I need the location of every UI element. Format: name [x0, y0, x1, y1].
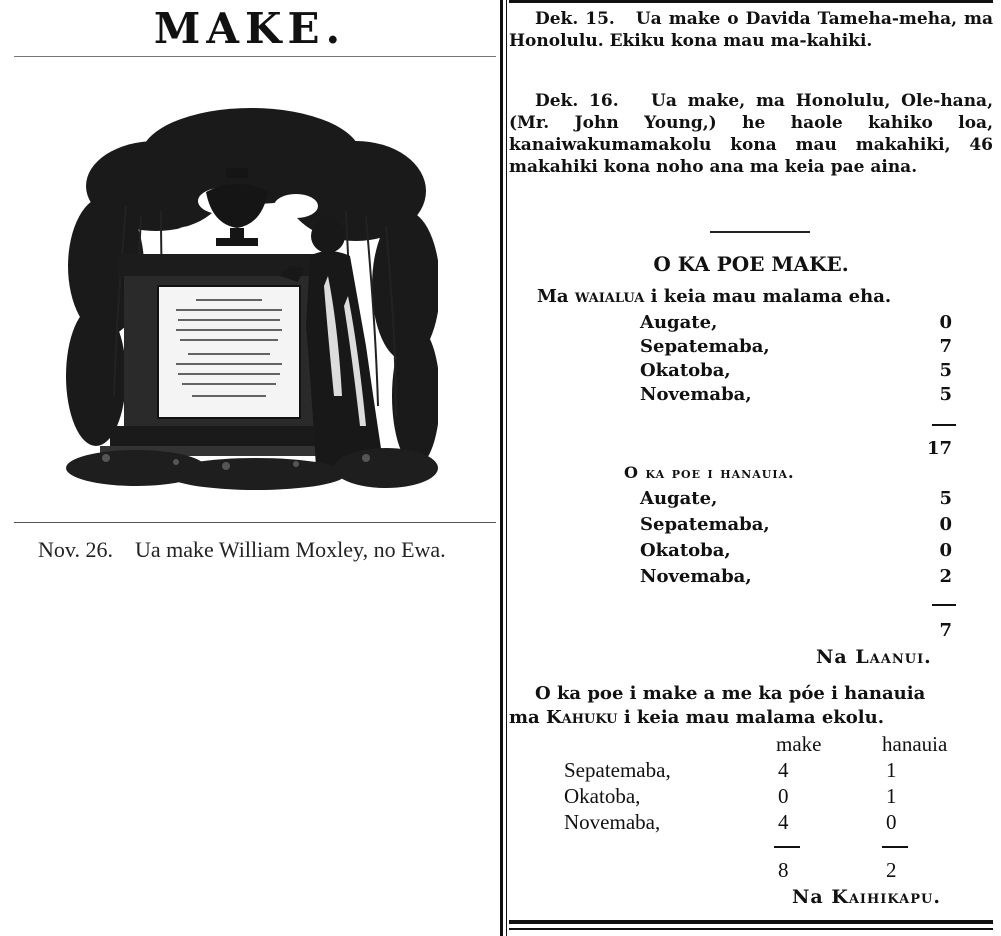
kahuku-row-month: Okatoba, [564, 784, 641, 808]
bottom-rule-thick [509, 920, 993, 924]
mourning-engraving-image [66, 96, 438, 506]
birth-row-count: 0 [939, 540, 952, 561]
kahuku-signature [792, 886, 941, 908]
waialua-intro-suffix: i keia mau malama eha. [650, 286, 892, 307]
death-notice-young [509, 90, 993, 178]
kahuku-intro-line1: O ka poe i make a me ka póe i hanauia [535, 683, 926, 704]
kahuku-total-hanauia: 2 [886, 858, 897, 882]
death-row-count: 0 [939, 312, 952, 333]
death-row-count: 7 [939, 336, 952, 357]
kahuku-place: Kahuku [546, 707, 618, 728]
kahuku-row-hanauia: 0 [886, 810, 897, 834]
death-row-month: Okatoba, [640, 360, 731, 381]
waialua-signature-name: Laanui. [855, 646, 932, 668]
deaths-total: 17 [926, 438, 952, 459]
death-notice-moxley [14, 536, 496, 563]
section-headline: MAKE. [153, 4, 347, 53]
births-total: 7 [939, 620, 952, 641]
top-border-rule [509, 0, 993, 3]
entry2-date: Dek. 16. [535, 91, 619, 111]
waialua-signature [816, 646, 932, 668]
column-divider-rule-inner [506, 0, 507, 936]
waialua-intro [537, 286, 891, 308]
entry2-text: Ua make, ma Honolulu, Ole-hana, (Mr. John Young,) he haole kahiko loa, kanaiwakumamakolu kona mau makahiki, 46 makahiki kona noho ana ma keia pae aina. [509, 91, 993, 177]
short-divider [710, 231, 810, 233]
kahuku-row-make: 4 [778, 810, 789, 834]
left-column [0, 0, 500, 600]
entry1-date: Dek. 15. [535, 9, 615, 29]
section-title: O KA POE MAKE. [653, 252, 849, 276]
column-divider-rule [500, 0, 503, 936]
kahuku-signature-name: Kaihikapu. [831, 886, 941, 908]
entry1-text: Ua make o Davida Tameha-meha, ma Honolulu. Ekiku kona mau ma-kahiki. [509, 9, 994, 51]
birth-row-month: Sepatemaba, [640, 514, 770, 535]
deaths-sum-line [932, 424, 956, 426]
kahuku-row-hanauia: 1 [886, 758, 897, 782]
death-notice-tamehameha [509, 8, 993, 52]
kahuku-row-month: Sepatemaba, [564, 758, 671, 782]
births-sum-line [932, 604, 956, 606]
birth-row-count: 0 [939, 514, 952, 535]
birth-row-month: Augate, [640, 488, 718, 509]
kahuku-row-hanauia: 1 [886, 784, 897, 808]
death-row-month: Sepatemaba, [640, 336, 770, 357]
col-header-make: make [776, 732, 822, 756]
engraving-underline [14, 522, 496, 523]
birth-row-count: 2 [939, 566, 952, 587]
make-sum-line [774, 846, 800, 848]
bottom-rule-thin [509, 928, 993, 930]
col-header-hanauia: hanauia [882, 732, 948, 756]
kahuku-signature-prefix: Na [792, 886, 824, 908]
birth-row-count: 5 [939, 488, 952, 509]
headline-underline [14, 56, 496, 57]
birth-row-month: Okatoba, [640, 540, 731, 561]
kahuku-intro [509, 682, 993, 730]
death-row-count: 5 [939, 384, 952, 405]
death-row-count: 5 [939, 360, 952, 381]
death-row-month: Augate, [640, 312, 718, 333]
births-title: O ka poe i hanauia. [624, 463, 795, 482]
kahuku-intro-prefix: ma [509, 707, 540, 728]
kahuku-total-make: 8 [778, 858, 789, 882]
waialua-intro-prefix: Ma [537, 286, 569, 307]
kahuku-intro-suffix: i keia mau malama ekolu. [623, 707, 884, 728]
hanauia-sum-line [882, 846, 908, 848]
kahuku-intro-line2 [509, 706, 993, 730]
kahuku-row-month: Novemaba, [564, 810, 661, 834]
birth-row-month: Novemaba, [640, 566, 752, 587]
kahuku-row-make: 4 [778, 758, 789, 782]
notice-text: Ua make William Moxley, no Ewa. [134, 537, 446, 562]
death-row-month: Novemaba, [640, 384, 752, 405]
kahuku-row-make: 0 [778, 784, 789, 808]
waialua-signature-prefix: Na [816, 646, 848, 668]
waialua-place: waialua [574, 286, 645, 307]
notice-date: Nov. 26. [38, 537, 113, 562]
